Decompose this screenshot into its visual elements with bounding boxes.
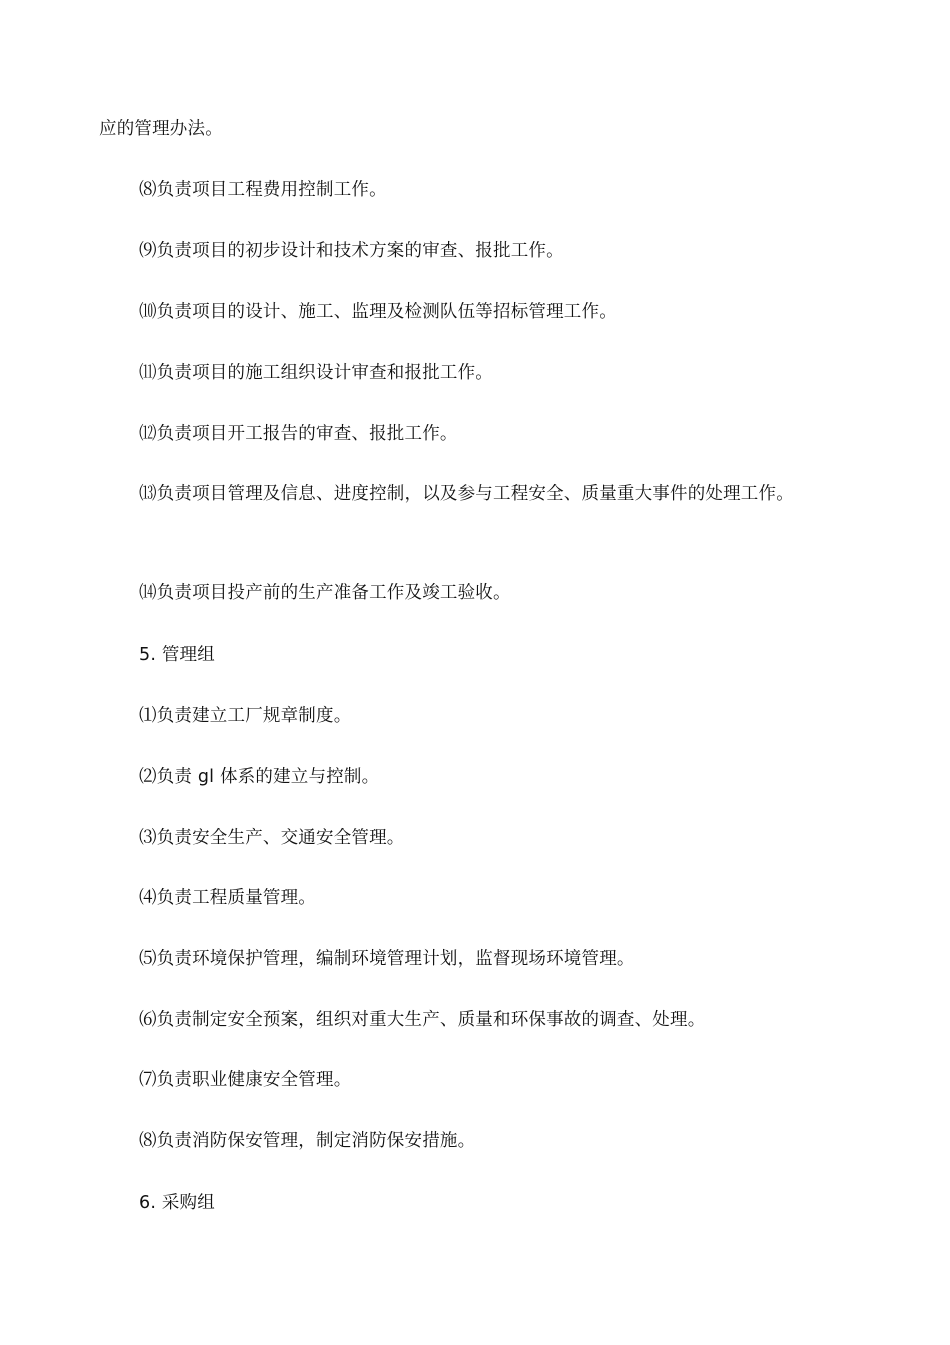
section-heading-procurement: 6. 采购组 [139, 1193, 215, 1213]
list-item-2: ⑵负责 gl 体系的建立与控制。 [139, 767, 380, 787]
list-item-11: ⑾负责项目的施工组织设计审查和报批工作。 [139, 363, 493, 383]
list-item-6: ⑹负责制定安全预案，组织对重大生产、质量和环保事故的调查、处理。 [139, 1010, 706, 1030]
list-item-10: ⑽负责项目的设计、施工、监理及检测队伍等招标管理工作。 [139, 302, 617, 322]
list-item-13: ⒀负责项目管理及信息、进度控制，以及参与工程安全、质量重大事件的处理工作。 [139, 484, 794, 504]
list-item-4: ⑷负责工程质量管理。 [139, 888, 316, 908]
list-item-5: ⑸负责环境保护管理，编制环境管理计划，监督现场环境管理。 [139, 949, 635, 969]
list-item-9: ⑼负责项目的初步设计和技术方案的审查、报批工作。 [139, 241, 564, 261]
list-item-8: ⑻负责项目工程费用控制工作。 [139, 180, 387, 200]
list-item-12: ⑿负责项目开工报告的审查、报批工作。 [139, 424, 458, 444]
paragraph-continuation: 应的管理办法。 [99, 119, 223, 139]
list-item-8b: ⑻负责消防保安管理，制定消防保安措施。 [139, 1131, 476, 1151]
list-item-7: ⑺负责职业健康安全管理。 [139, 1070, 352, 1090]
list-item-3: ⑶负责安全生产、交通安全管理。 [139, 828, 405, 848]
list-item-1: ⑴负责建立工厂规章制度。 [139, 706, 352, 726]
list-item-14: ⒁负责项目投产前的生产准备工作及竣工验收。 [139, 583, 511, 603]
section-heading-management: 5. 管理组 [139, 645, 215, 665]
